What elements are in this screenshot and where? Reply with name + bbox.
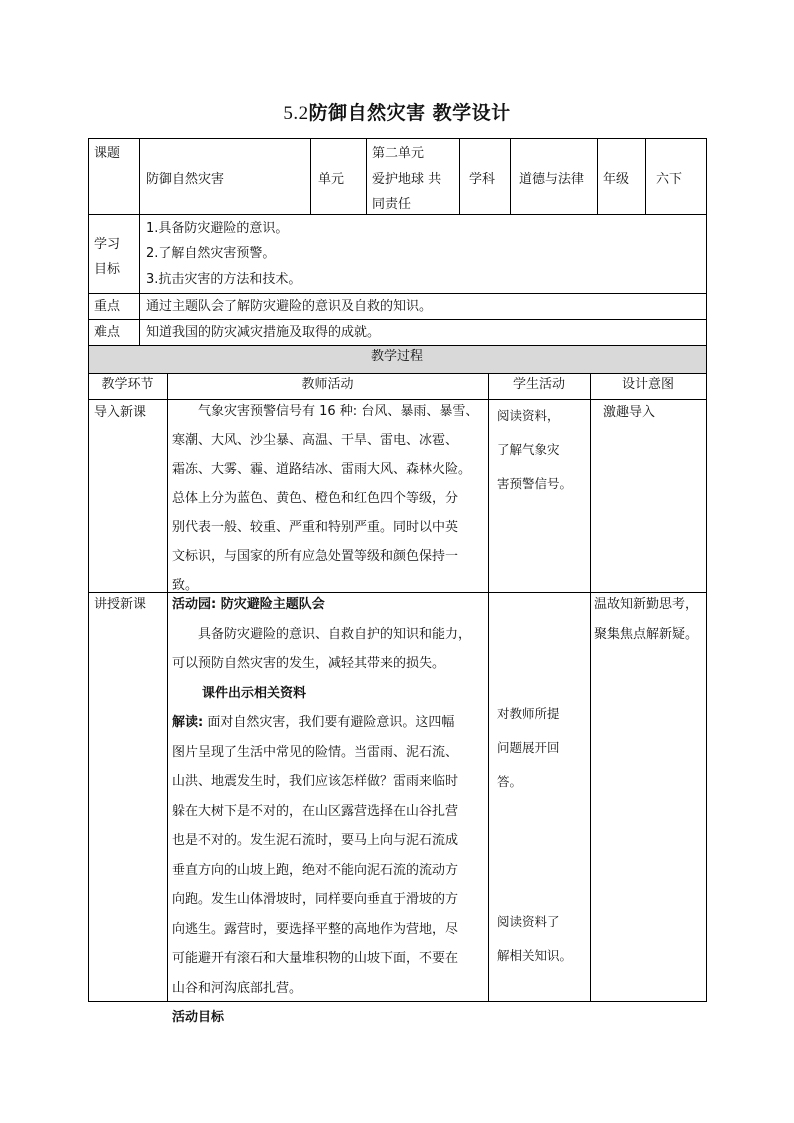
text-line: 答。 xyxy=(497,774,523,789)
value-nianji: 六下 xyxy=(656,172,683,187)
label-xueke: 学科 xyxy=(469,172,496,187)
activity-goal-heading: 活动目标 xyxy=(172,1010,225,1025)
row-divider xyxy=(88,319,707,320)
col-divider xyxy=(167,373,168,1002)
document-title xyxy=(0,98,794,125)
col-header-student: 学生活动 xyxy=(512,377,565,392)
row-divider xyxy=(88,214,707,215)
text-line: 可以预防自然灾害的发生，减轻其带来的损失。 xyxy=(172,656,446,671)
text-line: 文标识，与国家的所有应急处置等级和颜色保持一 xyxy=(172,549,459,564)
row2-stage: 讲授新课 xyxy=(94,597,147,612)
text-line: 气象灾害预警信号有 16 种: 台风、暴雨、暴雪、 xyxy=(172,404,479,419)
goals-label-1: 学习 xyxy=(94,237,121,252)
text-line: 聚集焦点解新疑。 xyxy=(594,626,699,642)
row2-teacher-activity xyxy=(172,590,471,1033)
col-divider xyxy=(139,138,140,345)
goal-item: 3.抗击灾害的方法和技术。 xyxy=(146,272,302,287)
title-number: 5.2 xyxy=(283,103,309,124)
text-line: 向跑。发生山体滑坡时，同样要向垂直于滑坡的方 xyxy=(172,892,459,907)
process-header: 教学过程 xyxy=(370,349,423,364)
text-line: 阅读资料了 xyxy=(497,914,560,929)
col-divider xyxy=(366,138,367,214)
value-keti: 防御自然灾害 xyxy=(146,172,225,187)
danyuan-line-2: 爱护地球 共 xyxy=(372,172,442,187)
row-divider xyxy=(88,293,707,294)
text-line: 总体上分为蓝色、黄色、橙色和红色四个等级，分 xyxy=(172,491,459,506)
danyuan-line-1: 第二单元 xyxy=(372,146,425,161)
text-line: 问题展开回 xyxy=(497,740,560,755)
row1-stage: 导入新课 xyxy=(94,405,147,420)
difficulty-text: 知道我国的防灾减灾措施及取得的成就。 xyxy=(146,325,381,340)
goals-label-2: 目标 xyxy=(94,262,121,277)
reading-label: 解读: xyxy=(172,715,204,730)
text-line: 寒潮、大风、沙尘暴、高温、干旱、雷电、冰雹、 xyxy=(172,433,459,448)
row-divider xyxy=(88,373,707,374)
col-divider xyxy=(597,138,598,214)
row2-student-activity-a xyxy=(497,697,560,799)
col-divider xyxy=(488,373,489,1002)
title-text: 防御自然灾害 教学设计 xyxy=(308,102,511,124)
label-danyuan: 单元 xyxy=(318,172,345,187)
activity-title: 活动园: 防灾避险主题队会 xyxy=(172,597,325,612)
text-line: 对教师所提 xyxy=(497,706,560,721)
row2-student-activity-b xyxy=(497,905,572,973)
col-divider xyxy=(310,138,311,214)
row2-intent xyxy=(594,590,698,649)
col-header-teacher: 教师活动 xyxy=(301,377,354,392)
goal-item: 1.具备防灾避险的意识。 xyxy=(146,221,289,236)
col-header-intent: 设计意图 xyxy=(621,377,674,392)
text-line: 也是不对的。发生泥石流时，要马上向与泥石流成 xyxy=(172,833,459,848)
table-left-border xyxy=(88,138,89,1002)
text-line: 阅读资料， xyxy=(497,408,560,423)
text-line: 山谷和河沟底部扎营。 xyxy=(172,980,303,996)
text-line: 图片呈现了生活中常见的险情。当雷雨、泥石流、 xyxy=(172,744,459,760)
key-text: 通过主题队会了解防灾避险的意识及自救的知识。 xyxy=(146,299,433,314)
table-right-border xyxy=(706,138,707,1002)
row1-intent: 激趣导入 xyxy=(603,405,656,420)
col-header-stage: 教学环节 xyxy=(101,377,154,392)
text-line: 害预警信号。 xyxy=(497,476,573,491)
courseware-heading: 课件出示相关资料 xyxy=(202,685,307,701)
text-line: 垂直方向的山坡上跑，绝对不能向泥石流的流动方 xyxy=(172,862,459,878)
difficulty-label: 难点 xyxy=(94,325,121,340)
text-line: 解相关知识。 xyxy=(497,948,573,963)
value-xueke: 道德与法律 xyxy=(519,172,585,187)
table-top-border xyxy=(88,138,707,139)
label-nianji: 年级 xyxy=(603,172,630,187)
text-line: 致。 xyxy=(172,578,199,593)
danyuan-line-3: 同责任 xyxy=(372,197,412,212)
col-divider xyxy=(645,138,646,214)
text-line: 躲在大树下是不对的，在山区露营选择在山谷扎营 xyxy=(172,803,459,819)
goal-item: 2.了解自然灾害预警。 xyxy=(146,246,276,261)
col-divider xyxy=(459,138,460,214)
text-line: 山洪、地震发生时，我们应该怎样做？雷雨来临时 xyxy=(172,774,459,789)
text-line: 温故知新勤思考， xyxy=(594,597,699,612)
text-line: 可能避开有滚石和大量堆积物的山坡下面，不要在 xyxy=(172,951,459,966)
text-line: 向逃生。露营时，要选择平整的高地作为营地，尽 xyxy=(172,921,459,937)
row1-teacher-activity xyxy=(172,397,478,600)
col-divider xyxy=(590,373,591,1002)
text-line: 具备防灾避险的意识、自救自护的知识和能力， xyxy=(172,626,472,642)
row1-student-activity xyxy=(497,399,572,501)
label-keti: 课题 xyxy=(94,146,121,161)
text-line: 霜冻、大雾、霾、道路结冰、雷雨大风、森林火险。 xyxy=(172,462,472,477)
row-divider xyxy=(88,345,707,346)
key-label: 重点 xyxy=(94,299,121,314)
text-line: 了解气象灾 xyxy=(497,442,560,457)
col-divider xyxy=(510,138,511,214)
text-line: 面对自然灾害，我们要有避险意识。这四幅 xyxy=(203,715,455,730)
text-line: 别代表一般、较重、严重和特别严重。同时以中英 xyxy=(172,520,459,535)
